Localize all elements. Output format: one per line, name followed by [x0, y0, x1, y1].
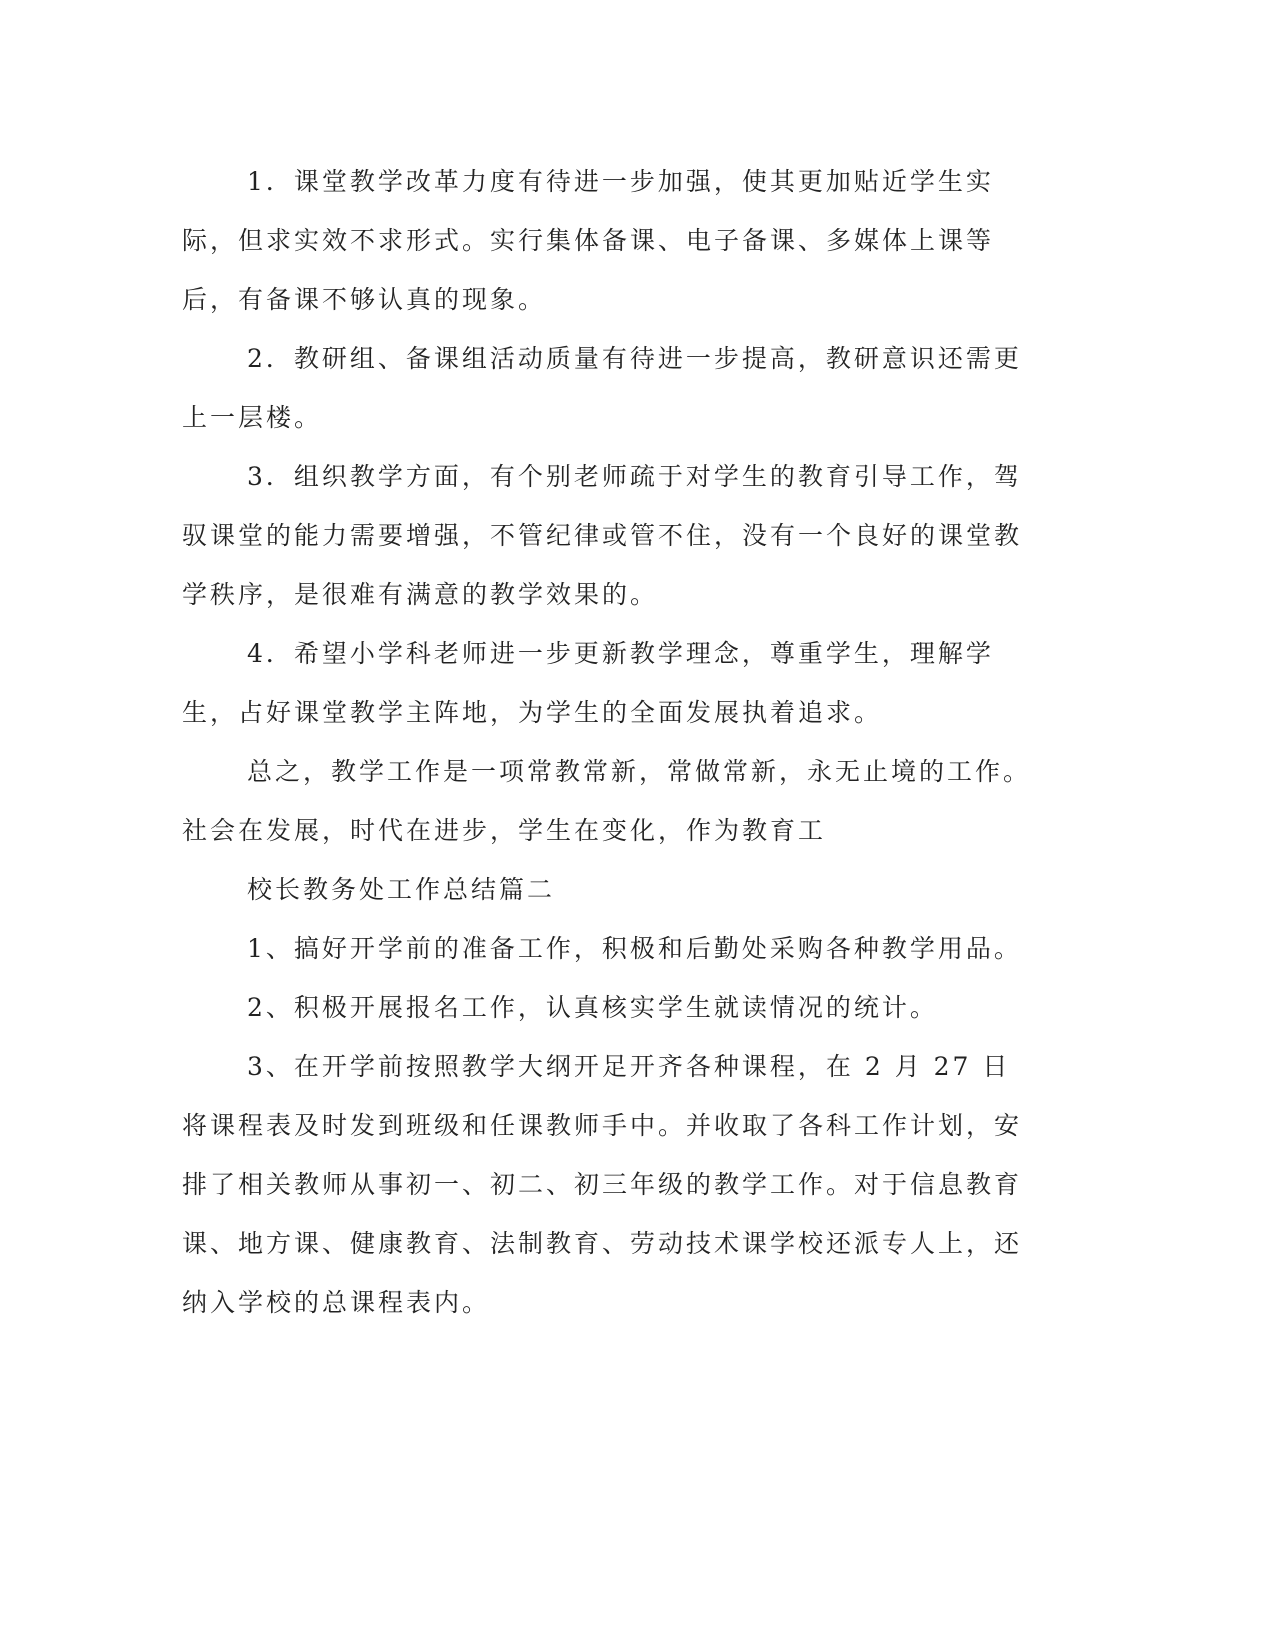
- section-title: 校长教务处工作总结篇二: [247, 875, 556, 904]
- paragraph-task-2: 2、积极开展报名工作，认真核实学生就读情况的统计。: [247, 993, 938, 1022]
- paragraph-item-2: 2．教研组、备课组活动质量有待进一步提高，教研意识还需更上一层楼。: [182, 344, 1022, 432]
- document-body: [182, 152, 1032, 1332]
- paragraph-task-3: 3、在开学前按照教学大纲开足开齐各种课程，在 2 月 27 日将课程表及时发到班级和任课教师手中。并收取了各科工作计划，安排了相关教师从事初一、初二、初三年级的教学工作。对于信息教育课、地方课、健康教育、法制教育、劳动技术课学校还派专人上，还纳入学校的总课程表内。: [182, 1052, 1023, 1317]
- paragraph-item-3: 3．组织教学方面，有个别老师疏于对学生的教育引导工作，驾驭课堂的能力需要增强，不管纪律或管不住，没有一个良好的课堂教学秩序，是很难有满意的教学效果的。: [182, 462, 1023, 609]
- paragraph-task-1: 1、搞好开学前的准备工作，积极和后勤处采购各种教学用品。: [247, 934, 1022, 963]
- paragraph-item-4: 4．希望小学科老师进一步更新教学理念，尊重学生，理解学生，占好课堂教学主阵地，为学生的全面发展执着追求。: [182, 639, 994, 727]
- paragraph-item-1: 1．课堂教学改革力度有待进一步加强，使其更加贴近学生实际，但求实效不求形式。实行集体备课、电子备课、多媒体上课等后，有备课不够认真的现象。: [182, 167, 995, 314]
- paragraph-summary: 总之，教学工作是一项常教常新，常做常新，永无止境的工作。社会在发展，时代在进步，学生在变化，作为教育工: [182, 757, 1032, 845]
